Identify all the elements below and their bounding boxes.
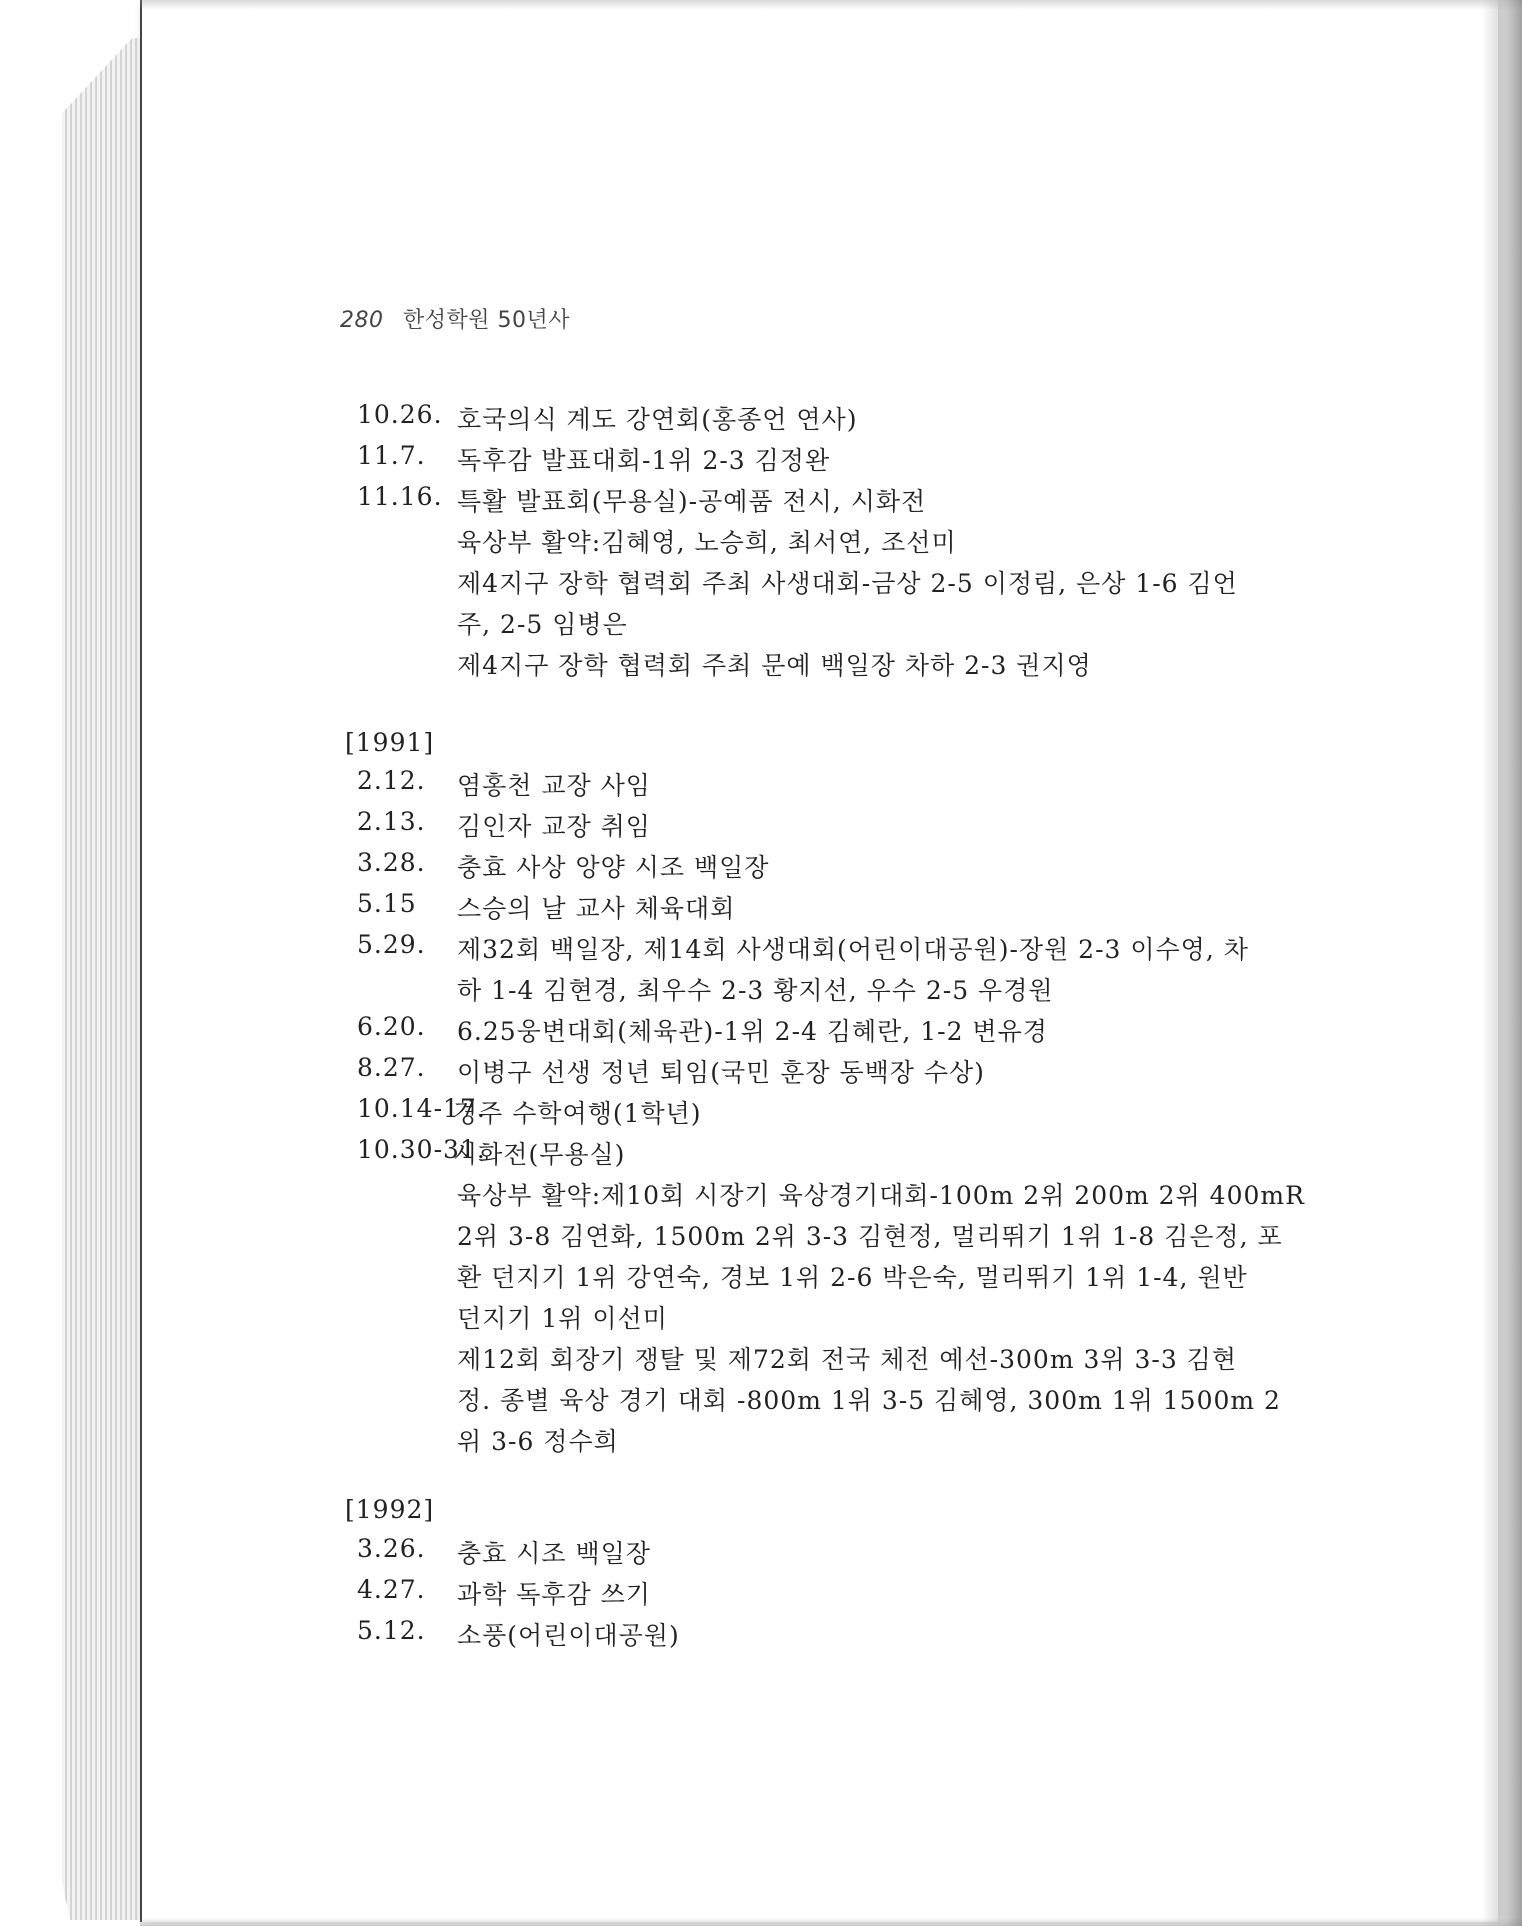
entry-text: 시화전(무용실): [453, 1140, 626, 1169]
entry-date: 11.16.: [357, 482, 443, 511]
entry-date: 8.27.: [357, 1053, 426, 1082]
entry-date: 5.15: [357, 889, 417, 918]
page-bottom-shadow: [140, 1918, 1522, 1926]
entry-text: 주, 2-5 임병은: [457, 610, 628, 639]
entry-date: 5.12.: [357, 1616, 426, 1645]
entry-date: 2.12.: [357, 766, 426, 795]
entry-text: 특활 발표회(무용실)-공예품 전시, 시화전: [457, 487, 927, 516]
entry-text: 김인자 교장 취임: [457, 812, 651, 841]
book-title: 한성학원 50년사: [403, 308, 570, 333]
year-heading: [1992]: [345, 1495, 435, 1524]
entry-text: 호국의식 계도 강연회(홍종언 연사): [457, 405, 858, 434]
entry-text: 던지기 1위 이선미: [457, 1304, 668, 1333]
entry-text: 제12회 회장기 쟁탈 및 제72회 전국 체전 예선-300m 3위 3-3 김현: [457, 1345, 1237, 1374]
entry-date: 10.30-31.: [357, 1135, 486, 1164]
entry-text: 과학 독후감 쓰기: [457, 1580, 651, 1609]
entry-date: 3.26.: [357, 1534, 426, 1563]
entry-text: 경주 수학여행(1학년): [453, 1099, 702, 1128]
entry-text: 독후감 발표대회-1위 2-3 김정완: [457, 446, 831, 475]
entry-text: 하 1-4 김현경, 최우수 2-3 황지선, 우수 2-5 우경원: [457, 976, 1054, 1005]
entry-text: 육상부 활약:김혜영, 노승희, 최서연, 조선미: [457, 528, 957, 557]
entry-date: 3.28.: [357, 848, 426, 877]
entry-date: 5.29.: [357, 930, 426, 959]
book-page-edges: [62, 38, 152, 1920]
entry-text: 충효 시조 백일장: [457, 1539, 651, 1568]
page-number: 280: [340, 308, 384, 333]
entry-date: 11.7.: [357, 441, 426, 470]
entry-text: 스승의 날 교사 체육대회: [457, 894, 736, 923]
entry-text: 소풍(어린이대공원): [457, 1621, 680, 1650]
entry-date: 6.20.: [357, 1012, 426, 1041]
entry-date: 2.13.: [357, 807, 426, 836]
entry-text: 염홍천 교장 사임: [457, 771, 651, 800]
entry-date: 4.27.: [357, 1575, 426, 1604]
entry-text: 2위 3-8 김연화, 1500m 2위 3-3 김현정, 멀리뛰기 1위 1-8 김은정, 포: [457, 1222, 1283, 1251]
page-right-shadow: [1482, 0, 1522, 1926]
running-head: [340, 303, 570, 334]
entry-text: 제4지구 장학 협력회 주최 사생대회-금상 2-5 이정림, 은상 1-6 김언: [457, 569, 1238, 598]
entry-text: 이병구 선생 정년 퇴임(국민 훈장 동백장 수상): [457, 1058, 985, 1087]
entry-text: 충효 사상 앙양 시조 백일장: [457, 853, 770, 882]
entry-text: 환 던지기 1위 강연숙, 경보 1위 2-6 박은숙, 멀리뛰기 1위 1-4, 원반: [457, 1263, 1248, 1292]
entry-text: 6.25웅변대회(체육관)-1위 2-4 김혜란, 1-2 변유경: [457, 1017, 1048, 1046]
entry-text: 제32회 백일장, 제14회 사생대회(어린이대공원)-장원 2-3 이수영, 차: [457, 935, 1249, 964]
entry-text: 제4지구 장학 협력회 주최 문예 백일장 차하 2-3 권지영: [457, 651, 1092, 680]
entry-date: 10.26.: [357, 400, 443, 429]
page-top-shadow: [140, 0, 1522, 10]
entry-text: 위 3-6 정수희: [457, 1427, 619, 1456]
entry-text: 육상부 활약:제10회 시장기 육상경기대회-100m 2위 200m 2위 400mR: [457, 1181, 1305, 1210]
entry-date: 10.14-17.: [357, 1094, 486, 1123]
entry-text: 정. 종별 육상 경기 대회 -800m 1위 3-5 김혜영, 300m 1위 1500m 2: [457, 1386, 1281, 1415]
year-heading: [1991]: [345, 728, 435, 757]
